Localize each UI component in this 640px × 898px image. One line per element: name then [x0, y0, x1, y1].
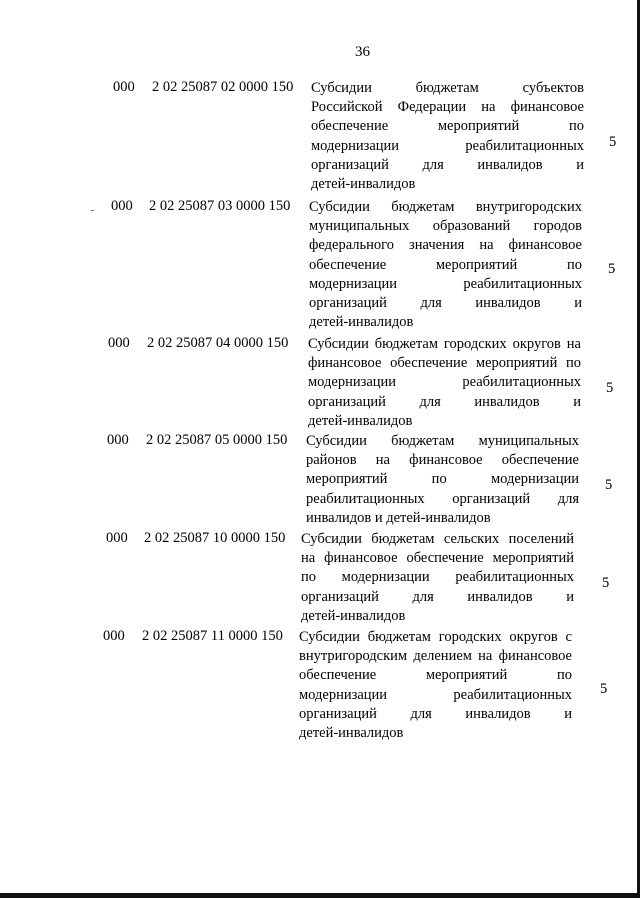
row-description — [309, 198, 582, 332]
description-line: на финансовое обеспечение мероприятий — [301, 550, 574, 567]
amount: 5 — [608, 261, 616, 277]
budget-code: 2 02 25087 11 0000 150 — [142, 628, 283, 644]
description-line: Субсидии бюджетам внутригородских — [309, 199, 582, 215]
description-line: районов на финансовое обеспечение — [306, 452, 579, 469]
description-line: модернизации реабилитационных — [299, 686, 572, 703]
description-line: модернизации реабилитационных — [309, 275, 582, 292]
description-line: модернизации реабилитационных — [311, 137, 584, 154]
description-line: внутригородским делением на финансовое — [299, 648, 572, 665]
description-line: организаций для инвалидов и — [301, 588, 574, 605]
description-line: детей-инвалидов — [301, 607, 406, 624]
admin-code: 000 — [111, 198, 133, 214]
page-number: 36 — [355, 44, 370, 60]
admin-code: 000 — [103, 628, 125, 644]
description-line: обеспечение мероприятий по — [299, 667, 572, 684]
description-line: модернизации реабилитационных — [308, 374, 581, 391]
description-line: обеспечение мероприятий по — [311, 118, 584, 135]
amount: 5 — [606, 380, 614, 396]
admin-code: 000 — [108, 335, 130, 351]
amount: 5 — [605, 477, 613, 493]
description-line: мероприятий по модернизации — [306, 471, 579, 488]
description-line: Субсидии бюджетам городских округов на — [308, 336, 581, 352]
budget-code: 2 02 25087 04 0000 150 — [147, 335, 289, 351]
row-description — [311, 79, 584, 194]
description-line: Субсидии бюджетам субъектов — [311, 80, 584, 96]
row-description — [308, 335, 581, 431]
description-line: Российской Федерации на финансовое — [311, 99, 584, 116]
description-line: организаций для инвалидов и — [308, 393, 581, 410]
scan-speck — [91, 210, 94, 211]
admin-code: 000 — [107, 432, 129, 448]
budget-code: 2 02 25087 03 0000 150 — [149, 198, 291, 214]
description-line: реабилитационных организаций для — [306, 490, 579, 507]
row-description — [301, 530, 574, 626]
description-line: по модернизации реабилитационных — [301, 569, 574, 586]
admin-code: 000 — [106, 530, 128, 546]
description-line: инвалидов и детей-инвалидов — [306, 509, 491, 526]
description-line: детей-инвалидов — [309, 314, 414, 331]
budget-code: 2 02 25087 05 0000 150 — [146, 432, 288, 448]
description-line: финансовое обеспечение мероприятий по — [308, 355, 581, 372]
description-line: федерального значения на финансовое — [309, 237, 582, 254]
description-line: Субсидии бюджетам городских округов с — [299, 629, 572, 645]
description-line: организаций для инвалидов и — [299, 705, 572, 722]
amount: 5 — [609, 134, 617, 150]
description-line: организаций для инвалидов и — [309, 294, 582, 311]
row-description — [299, 628, 572, 743]
scan-edge-bottom — [0, 893, 640, 898]
budget-code: 2 02 25087 02 0000 150 — [152, 79, 294, 95]
description-line: обеспечение мероприятий по — [309, 256, 582, 273]
description-line: Субсидии бюджетам муниципальных — [306, 433, 579, 449]
description-line: муниципальных образований городов — [309, 218, 582, 235]
description-line: Субсидии бюджетам сельских поселений — [301, 531, 574, 547]
row-description — [306, 432, 579, 528]
description-line: детей-инвалидов — [308, 412, 413, 429]
description-line: детей-инвалидов — [299, 724, 404, 741]
admin-code: 000 — [113, 79, 135, 95]
amount: 5 — [600, 681, 608, 697]
amount: 5 — [602, 575, 610, 591]
budget-code: 2 02 25087 10 0000 150 — [144, 530, 286, 546]
description-line: организаций для инвалидов и — [311, 156, 584, 173]
description-line: детей-инвалидов — [311, 175, 416, 192]
